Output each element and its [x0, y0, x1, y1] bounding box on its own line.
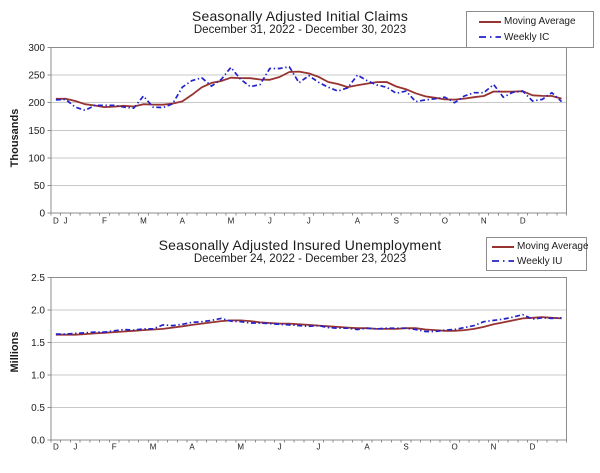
- month-label: D: [529, 442, 536, 452]
- month-label: D: [52, 216, 59, 226]
- weekly-dashed-line-icon: [479, 33, 501, 41]
- legend-box: [466, 11, 594, 48]
- month-label: J: [73, 442, 78, 452]
- month-label: F: [102, 216, 107, 226]
- month-label: D: [519, 216, 526, 226]
- y-tick-label: 0: [39, 208, 45, 220]
- legend-label: Weekly IU: [517, 255, 563, 267]
- y-tick-label: 1.0: [31, 370, 45, 382]
- month-label: M: [227, 216, 235, 226]
- month-label: M: [149, 442, 157, 452]
- y-tick-label: 150: [28, 125, 45, 137]
- moving-average-line-icon: [492, 243, 514, 251]
- y-axis-unit-label: Thousands: [9, 108, 21, 168]
- month-label: A: [179, 216, 185, 226]
- month-label: S: [393, 216, 399, 226]
- legend-item-moving-average: [492, 241, 589, 253]
- legend-label: Moving Average: [504, 16, 576, 28]
- legend-label: Weekly IC: [504, 31, 550, 43]
- month-label: J: [267, 216, 272, 226]
- legend-item-weekly-ic: [479, 32, 593, 43]
- month-label: J: [63, 216, 68, 226]
- page-title: Seasonally Adjusted Initial Claims: [191, 8, 409, 24]
- chart-subtitle: December 31, 2022 - December 30, 2023: [193, 24, 407, 36]
- legend-label: Moving Average: [517, 241, 589, 253]
- month-label: J: [306, 216, 311, 226]
- y-tick-label: 2.0: [31, 305, 45, 317]
- y-tick-label: 1.5: [31, 338, 45, 349]
- month-label: F: [111, 442, 117, 452]
- month-label: N: [480, 216, 487, 226]
- legend-item-weekly-iu: [492, 256, 586, 267]
- month-label: J: [277, 442, 282, 452]
- month-label: S: [403, 442, 409, 452]
- month-label: D: [52, 442, 59, 452]
- month-label: O: [451, 442, 458, 452]
- legend-box: [486, 237, 587, 271]
- plot-border: [51, 278, 567, 441]
- legend-item-moving-average: [479, 16, 593, 27]
- month-label: J: [316, 442, 321, 452]
- month-label: A: [189, 442, 195, 452]
- weekly-dashed-line-icon: [492, 257, 514, 265]
- chart-title: Seasonally Adjusted Insured Unemployment: [158, 237, 442, 253]
- y-tick-label: 50: [33, 180, 45, 192]
- month-label: A: [364, 442, 370, 452]
- month-label: O: [441, 216, 449, 226]
- y-axis-unit-label: Millions: [9, 331, 21, 373]
- y-tick-label: 300: [28, 43, 45, 54]
- month-label: M: [140, 216, 147, 226]
- y-tick-label: 200: [28, 98, 45, 110]
- moving-average-line: [56, 72, 562, 108]
- moving-average-line: [56, 317, 562, 335]
- month-label: M: [237, 442, 245, 452]
- month-label: A: [354, 216, 361, 226]
- initial-claims-plot: [28, 43, 566, 226]
- insured-unemployment-plot: [31, 273, 566, 452]
- y-tick-label: 0.5: [31, 403, 45, 414]
- moving-average-line-icon: [479, 18, 501, 26]
- y-tick-label: 250: [28, 70, 45, 82]
- y-tick-label: 100: [28, 153, 45, 165]
- y-tick-label: 2.5: [31, 273, 45, 284]
- y-tick-label: 0.0: [31, 435, 45, 447]
- month-label: N: [490, 442, 497, 452]
- chart-subtitle: December 24, 2022 - December 23, 2023: [193, 253, 407, 265]
